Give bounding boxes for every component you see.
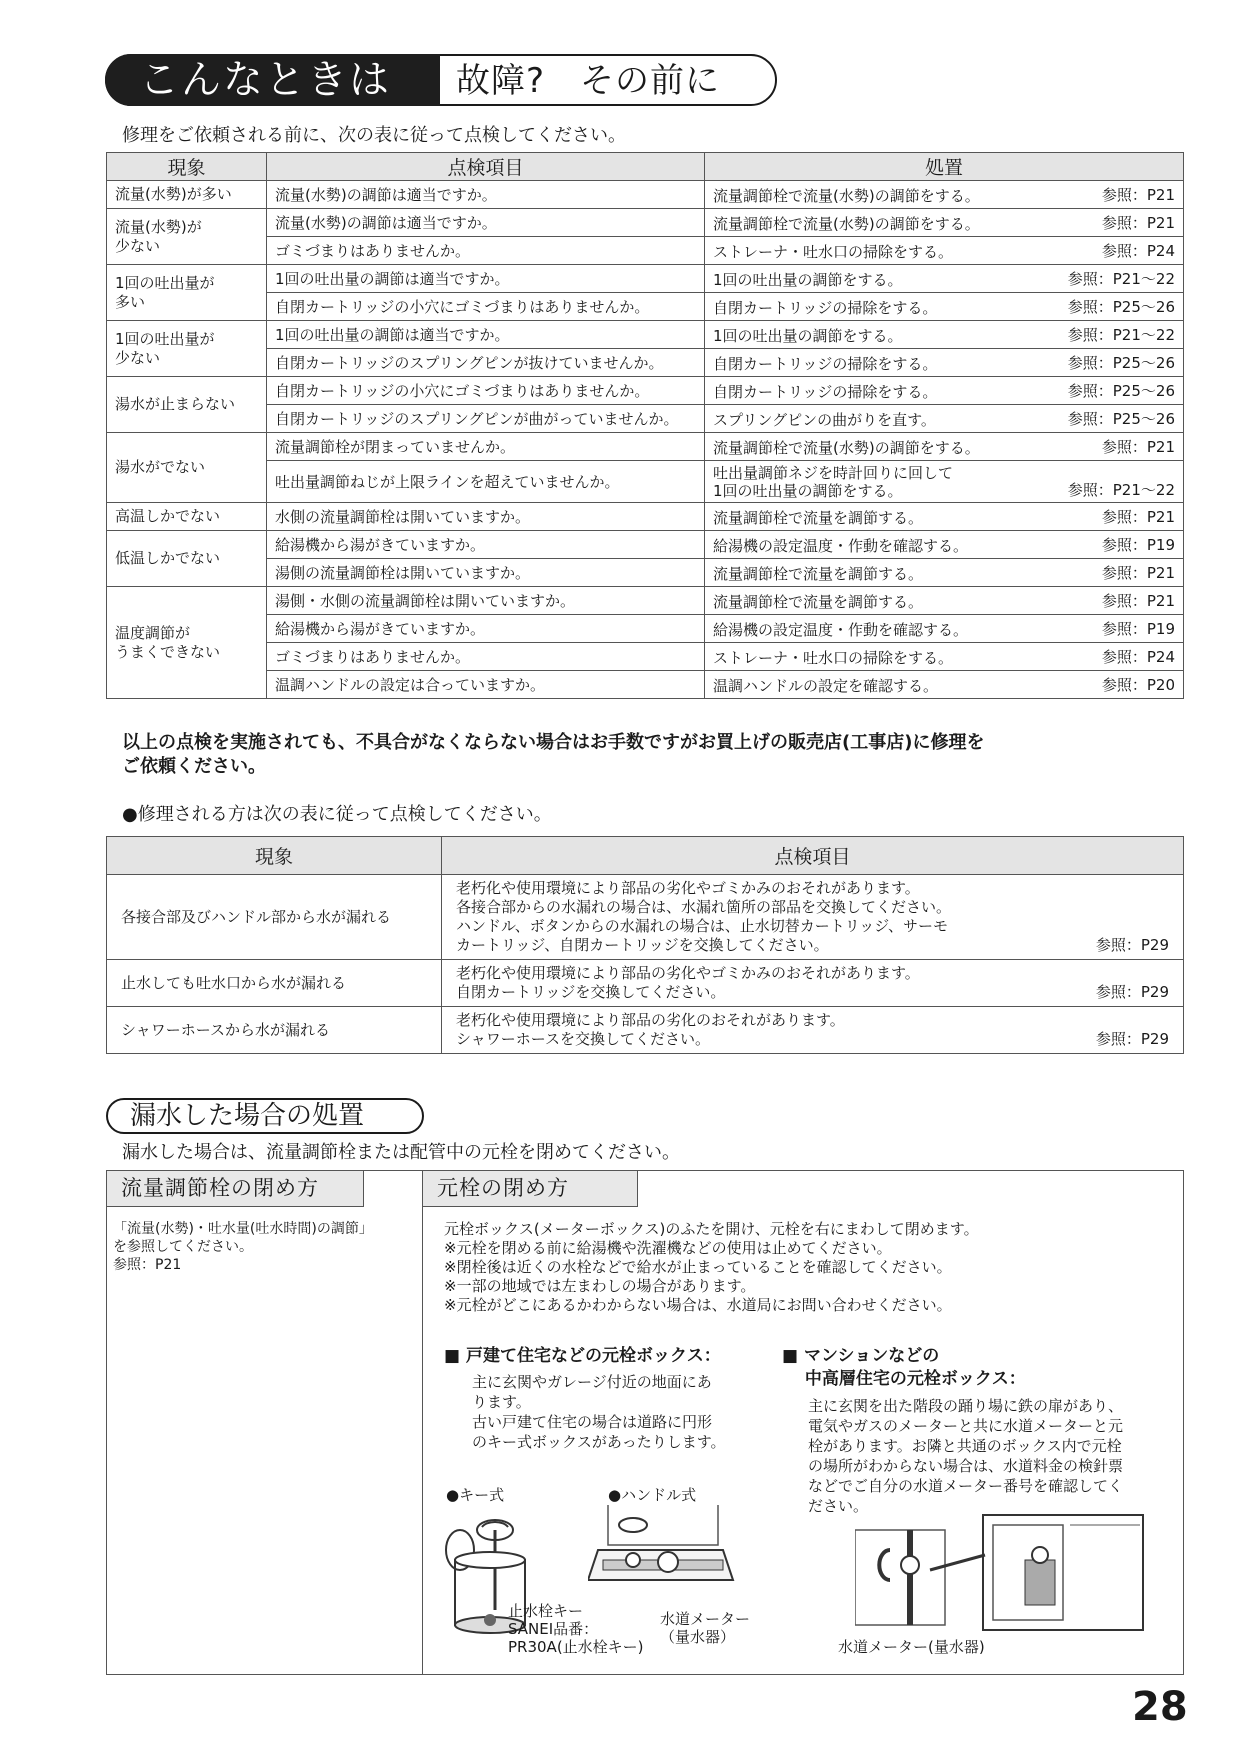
flow-valve-text: 「流量(水勢)・吐水量(吐水時間)の調節」 を参照してください。 参照：P21 (113, 1221, 373, 1273)
table-row (107, 531, 1184, 559)
handle-type-label: ●ハンドル式 (608, 1486, 697, 1504)
action-cell (705, 405, 1184, 433)
action-text: ストレーナ・吐水口の掃除をする。 (713, 243, 954, 261)
repair-table (106, 836, 1184, 1054)
action-cell (705, 209, 1184, 237)
table-row (107, 461, 1184, 503)
action-text: 流量調節栓で流量を調節する。 (713, 593, 924, 611)
table-row (107, 643, 1184, 671)
symptom-cell: シャワーホースから水が漏れる (107, 1007, 442, 1054)
action-cell (705, 433, 1184, 461)
action-text: 流量調節栓で流量を調節する。 (713, 565, 924, 583)
page-reference: 参照：P24 (1101, 242, 1175, 260)
action-cell (705, 503, 1184, 531)
page-reference: 参照：P21 (1101, 508, 1175, 526)
check-cell: 流量(水勢)の調節は適当ですか。 (267, 181, 705, 209)
symptom-cell: 温度調節が うまくできない (107, 587, 267, 699)
key-type-label: ●キー式 (446, 1486, 505, 1504)
col-header-action: 処置 (705, 153, 1184, 181)
action-text: 流量調節栓で流量(水勢)の調節をする。 (713, 215, 980, 233)
action-cell (705, 531, 1184, 559)
action-cell (705, 265, 1184, 293)
table-row (107, 1007, 1184, 1054)
water-meter-label: 水道メーター （量水器） (660, 1610, 751, 1646)
check-cell: 1回の吐出量の調節は適当ですか。 (267, 265, 705, 293)
check-cell: 水側の流量調節栓は開いていますか。 (267, 503, 705, 531)
action-cell (705, 293, 1184, 321)
check-cell (442, 960, 1184, 1007)
mansion-heading: ■ マンションなどの 中高層住宅の元栓ボックス： (782, 1346, 1026, 1389)
check-line: ハンドル、ボタンからの水漏れの場合は、止水切替カートリッジ、サーモ (456, 917, 949, 935)
action-text: 流量調節栓で流量(水勢)の調節をする。 (713, 187, 980, 205)
page-reference: 参照：P24 (1101, 648, 1175, 666)
check-line: 老朽化や使用環境により部品の劣化のおそれがあります。 (456, 1011, 845, 1029)
symptom-cell: 流量(水勢)が多い (107, 181, 267, 209)
col-header-check: 点検項目 (442, 837, 1184, 875)
table-row (107, 960, 1184, 1007)
handle-box-illustration (588, 1500, 738, 1590)
check-cell (442, 1007, 1184, 1054)
mansion-box-illustration (855, 1510, 1145, 1635)
symptom-cell: 1回の吐出量が 多い (107, 265, 267, 321)
check-cell: ゴミづまりはありませんか。 (267, 237, 705, 265)
check-cell: 湯側の流量調節栓は開いていますか。 (267, 559, 705, 587)
check-cell: 自閉カートリッジの小穴にゴミづまりはありませんか。 (267, 293, 705, 321)
page-reference: 参照：P20 (1101, 676, 1175, 694)
symptom-cell: 湯水が止まらない (107, 377, 267, 433)
page-reference: 参照：P25～26 (1067, 354, 1175, 372)
check-line: 自閉カートリッジを交換してください。 (456, 983, 726, 1001)
action-cell (705, 671, 1184, 699)
action-text: 吐出量調節ネジを時計回りに回して 1回の吐出量の調節をする。 (713, 463, 954, 500)
page-reference: 参照：P25～26 (1067, 410, 1175, 428)
leak-intro: 漏水した場合は、流量調節栓または配管中の元栓を閉めてください。 (122, 1142, 680, 1163)
action-text: 給湯機の設定温度・作動を確認する。 (713, 621, 969, 639)
symptom-cell: 流量(水勢)が 少ない (107, 209, 267, 265)
action-text: スプリングピンの曲がりを直す。 (713, 411, 936, 429)
action-text: 給湯機の設定温度・作動を確認する。 (713, 537, 969, 555)
main-valve-text: 元栓ボックス(メーターボックス)のふたを開け、元栓を右にまわして閉めます。 ※元栓を閉める前に給湯機や洗濯機などの使用は止めてください。 ※閉栓後は近くの水栓などで給水が止まっていることを確認してください。 ※一部の地域では左まわしの場合があります。 ※元栓がどこにあるかわからない場合は、水道局にお問い合わせください。 (444, 1220, 979, 1314)
action-cell (705, 461, 1184, 503)
check-line: 老朽化や使用環境により部品の劣化やゴミかみのおそれがあります。 (456, 879, 920, 897)
troubleshoot-table (106, 152, 1184, 699)
table-row (107, 503, 1184, 531)
action-text: 自閉カートリッジの掃除をする。 (713, 383, 938, 401)
page-reference: 参照：P21～22 (1067, 480, 1175, 499)
symptom-cell: 1回の吐出量が 少ない (107, 321, 267, 377)
page-reference: 参照：P21～22 (1067, 326, 1175, 344)
check-cell: 自閉カートリッジの小穴にゴミづまりはありませんか。 (267, 377, 705, 405)
page-reference: 参照：P25～26 (1067, 298, 1175, 316)
page-reference: 参照：P29 (1095, 1030, 1169, 1048)
table-row (107, 405, 1184, 433)
action-cell (705, 377, 1184, 405)
check-cell: 自閉カートリッジのスプリングピンが抜けていませんか。 (267, 349, 705, 377)
table-row (107, 559, 1184, 587)
page-reference: 参照：P19 (1101, 620, 1175, 638)
table-row (107, 181, 1184, 209)
action-text: 1回の吐出量の調節をする。 (713, 327, 903, 345)
table-row (107, 237, 1184, 265)
stop-key-label: 止水栓キー SANEI品番： PR30A(止水栓キー) (508, 1602, 644, 1656)
action-text: 流量調節栓で流量(水勢)の調節をする。 (713, 439, 980, 457)
page-reference: 参照：P29 (1095, 936, 1169, 954)
col-header-symptom: 現象 (107, 153, 267, 181)
repair-note: ●修理される方は次の表に従って点検してください。 (122, 804, 552, 825)
action-text: 自閉カートリッジの掃除をする。 (713, 299, 938, 317)
action-cell (705, 237, 1184, 265)
action-text: 流量調節栓で流量を調節する。 (713, 509, 924, 527)
page-reference: 参照：P19 (1101, 536, 1175, 554)
page-reference: 参照：P25～26 (1067, 382, 1175, 400)
header-dark-title: こんなときは (105, 54, 440, 106)
house-text: 主に玄関やガレージ付近の地面にあ ります。 古い戸建て住宅の場合は道路に円形 のキー式ボックスがあったりします。 (472, 1373, 726, 1451)
action-text: 1回の吐出量の調節をする。 (713, 271, 903, 289)
check-cell: 給湯機から湯がきていますか。 (267, 531, 705, 559)
action-cell (705, 181, 1184, 209)
action-cell (705, 615, 1184, 643)
action-cell (705, 349, 1184, 377)
check-cell (442, 875, 1184, 960)
table-row (107, 433, 1184, 461)
table-row (107, 209, 1184, 237)
check-cell: 1回の吐出量の調節は適当ですか。 (267, 321, 705, 349)
check-line: 各接合部からの水漏れの場合は、水漏れ箇所の部品を交換してください。 (456, 898, 952, 916)
page-reference: 参照：P21 (1101, 564, 1175, 582)
after-check-text: 以上の点検を実施されても、不具合がなくならない場合はお手数ですがお買上げの販売店(工事店)に修理を ご依頼ください。 (122, 732, 985, 777)
page-reference: 参照：P29 (1095, 983, 1169, 1001)
mansion-text: 主に玄関を出た階段の踊り場に鉄の扉があり、 電気やガスのメーターと共に水道メーターと元 栓があります。お隣と共通のボックス内で元栓 の場所がわからない場合は、水道料金の検針票 などでご自分の水道メーター番号を確認してく ださい。 (808, 1397, 1124, 1515)
check-line: カートリッジ、自閉カートリッジを交換してください。 (456, 936, 829, 954)
table-row (107, 377, 1184, 405)
action-cell (705, 321, 1184, 349)
page-reference: 参照：P21 (1101, 214, 1175, 232)
table-row (107, 349, 1184, 377)
check-cell: 給湯機から湯がきていますか。 (267, 615, 705, 643)
table-row (107, 875, 1184, 960)
action-text: ストレーナ・吐水口の掃除をする。 (713, 649, 954, 667)
symptom-cell: 止水しても吐水口から水が漏れる (107, 960, 442, 1007)
check-cell: 流量(水勢)の調節は適当ですか。 (267, 209, 705, 237)
action-text: 温調ハンドルの設定を確認する。 (713, 677, 939, 695)
header-light-title: 故障? その前に (456, 61, 721, 101)
check-cell: 温調ハンドルの設定は合っていますか。 (267, 671, 705, 699)
intro-text: 修理をご依頼される前に、次の表に従って点検してください。 (122, 125, 626, 146)
table-row (107, 265, 1184, 293)
action-cell (705, 559, 1184, 587)
page-reference: 参照：P21 (1101, 438, 1175, 456)
page-reference: 参照：P21～22 (1067, 270, 1175, 288)
symptom-cell: 低温しかでない (107, 531, 267, 587)
table-row (107, 615, 1184, 643)
mansion-meter-label: 水道メーター(量水器) (838, 1638, 985, 1656)
check-cell: 湯側・水側の流量調節栓は開いていますか。 (267, 587, 705, 615)
page-number: 28 (1132, 1684, 1188, 1730)
page-reference: 参照：P21 (1101, 592, 1175, 610)
tab-flow-valve: 流量調節栓の閉め方 (106, 1170, 364, 1207)
symptom-cell: 湯水がでない (107, 433, 267, 503)
symptom-cell: 各接合部及びハンドル部から水が漏れる (107, 875, 442, 960)
leak-box-divider (422, 1170, 423, 1675)
check-cell: 吐出量調節ねじが上限ラインを超えていませんか。 (267, 461, 705, 503)
table-row (107, 671, 1184, 699)
check-line: シャワーホースを交換してください。 (456, 1030, 710, 1048)
check-line: 老朽化や使用環境により部品の劣化やゴミかみのおそれがあります。 (456, 964, 920, 982)
tab-main-valve: 元栓の閉め方 (422, 1170, 638, 1207)
check-cell: 流量調節栓が閉まっていませんか。 (267, 433, 705, 461)
page-reference: 参照：P21 (1101, 186, 1175, 204)
table-row (107, 293, 1184, 321)
table-row (107, 321, 1184, 349)
action-cell (705, 643, 1184, 671)
col-header-symptom: 現象 (107, 837, 442, 875)
symptom-cell: 高温しかでない (107, 503, 267, 531)
house-heading: ■ 戸建て住宅などの元栓ボックス： (444, 1346, 721, 1366)
action-cell (705, 587, 1184, 615)
col-header-check: 点検項目 (267, 153, 705, 181)
check-cell: 自閉カートリッジのスプリングピンが曲がっていませんか。 (267, 405, 705, 433)
check-cell: ゴミづまりはありませんか。 (267, 643, 705, 671)
leak-section-title: 漏水した場合の処置 (106, 1098, 424, 1134)
table-row (107, 587, 1184, 615)
action-text: 自閉カートリッジの掃除をする。 (713, 355, 938, 373)
